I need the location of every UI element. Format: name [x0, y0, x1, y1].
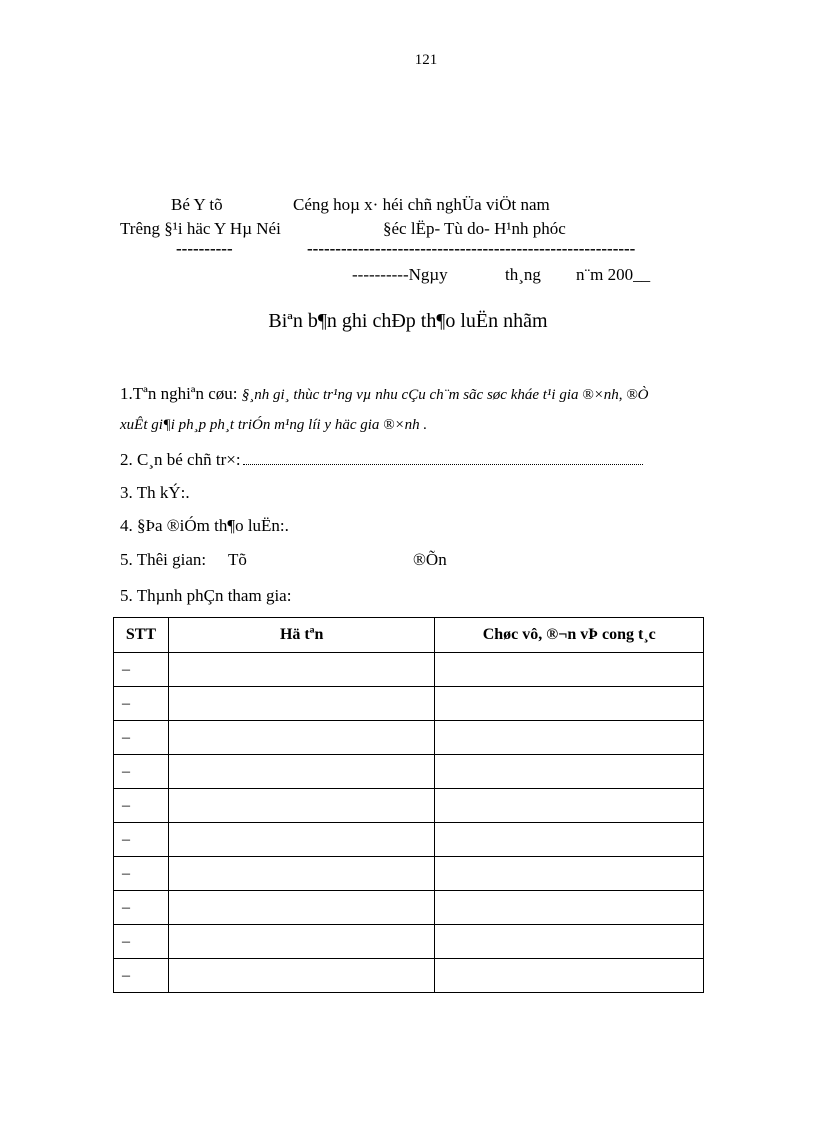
national-motto: §éc lËp- Tù do- H¹nh phóc [383, 219, 566, 238]
row-stt: – [114, 789, 169, 823]
topic-line [120, 384, 649, 404]
table-header-row [114, 618, 704, 653]
participants-table [113, 617, 704, 993]
chair-line [120, 450, 643, 470]
table-row [114, 653, 704, 687]
topic-text: §¸nh gi¸ thùc tr¹ng vµ nhu cÇu ch¨m sãc søc kháe t¹i gia ®×nh, ®Ò [241, 387, 649, 403]
school-name: Trêng §¹i häc Y Hµ Néi [120, 219, 281, 238]
table-row [114, 857, 704, 891]
row-position[interactable] [435, 755, 704, 789]
row-name[interactable] [168, 857, 434, 891]
row-stt: – [114, 925, 169, 959]
row-name[interactable] [168, 789, 434, 823]
row-position[interactable] [435, 959, 704, 993]
chair-label: 2. C¸n bé chñ tr×: [120, 450, 241, 469]
row-position[interactable] [435, 891, 704, 925]
row-name[interactable] [168, 653, 434, 687]
row-position[interactable] [435, 721, 704, 755]
table-row [114, 721, 704, 755]
right-divider: ---------------------------------------------------------- [307, 239, 636, 258]
participants-label: 5. Thµnh phÇn tham gia: [120, 586, 292, 605]
header-stt: STT [114, 618, 169, 653]
header-position: Chøc vô, ®¬n vÞ cong t¸c [435, 618, 704, 653]
header-name: Hä tªn [168, 618, 434, 653]
row-stt: – [114, 653, 169, 687]
row-name[interactable] [168, 959, 434, 993]
time-to: ®Õn [413, 550, 447, 569]
date-day: ----------Ngµy [352, 265, 448, 284]
row-name[interactable] [168, 891, 434, 925]
table-row [114, 687, 704, 721]
table-row [114, 891, 704, 925]
row-position[interactable] [435, 925, 704, 959]
row-name[interactable] [168, 925, 434, 959]
row-stt: – [114, 891, 169, 925]
table-row [114, 789, 704, 823]
secretary-label: 3. Th kÝ:. [120, 483, 190, 502]
row-stt: – [114, 721, 169, 755]
row-position[interactable] [435, 823, 704, 857]
time-from: Tõ [228, 550, 247, 569]
row-stt: – [114, 857, 169, 891]
table-row [114, 755, 704, 789]
row-stt: – [114, 823, 169, 857]
row-name[interactable] [168, 823, 434, 857]
row-stt: – [114, 687, 169, 721]
topic-text-continued: xuÊt gi¶i ph¸p ph¸t triÓn m¹ng líi y häc gia ®×nh . [120, 417, 428, 433]
document-title: Biªn b¶n ghi chÐp th¶o luËn nhãm [268, 310, 548, 332]
row-stt: – [114, 755, 169, 789]
ministry-name: Bé Y tõ [171, 195, 223, 214]
republic-name: Céng hoµ x· héi chñ nghÜa viÖt nam [293, 195, 550, 214]
row-position[interactable] [435, 857, 704, 891]
row-name[interactable] [168, 721, 434, 755]
table-row [114, 959, 704, 993]
row-name[interactable] [168, 755, 434, 789]
row-position[interactable] [435, 789, 704, 823]
chair-fill [243, 452, 643, 465]
page-number: 121 [414, 52, 438, 68]
location-label: 4. §Þa ®iÓm th¶o luËn:. [120, 516, 289, 535]
row-position[interactable] [435, 687, 704, 721]
row-name[interactable] [168, 687, 434, 721]
left-divider: ---------- [176, 239, 233, 258]
table-row [114, 823, 704, 857]
row-stt: – [114, 959, 169, 993]
time-label: 5. Thêi gian: [120, 550, 207, 569]
date-year: n¨m 200__ [576, 265, 651, 284]
date-month: th¸ng [505, 265, 541, 284]
row-position[interactable] [435, 653, 704, 687]
topic-label: 1.Tªn nghiªn cøu: [120, 384, 238, 403]
table-row [114, 925, 704, 959]
